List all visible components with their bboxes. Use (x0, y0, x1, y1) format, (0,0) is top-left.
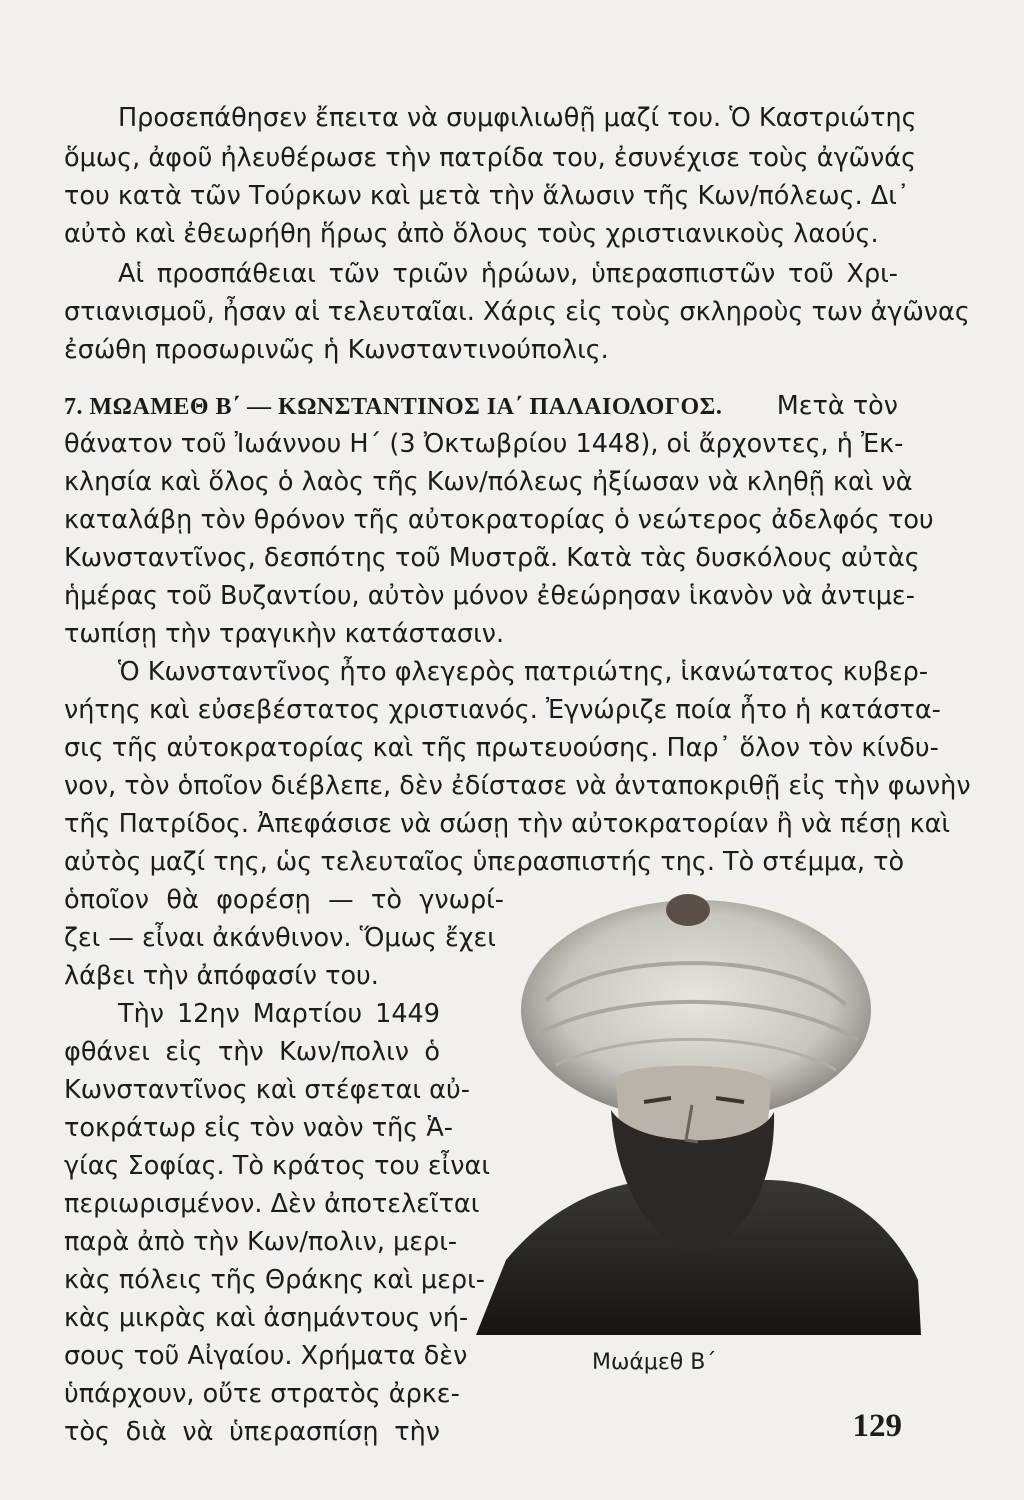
text-line: γίας Σοφίας. Τὸ κράτος του εἶναι (64, 1151, 490, 1181)
text-line: λάβει τὴν ἀπόφασίν του. (64, 961, 379, 991)
text-line: ἡμέρας τοῦ Βυζαντίου, αὐτὸν μόνον ἐθεώρησαν ἱκανὸν νὰ ἀντιμε- (64, 581, 915, 611)
text-line: κὰς μικρὰς καὶ ἀσημάντους νή- (64, 1303, 469, 1333)
figure-caption: Μωάμεθ Β΄ (592, 1350, 717, 1375)
text-line: Αἱ προσπάθειαι τῶν τριῶν ἡρώων, ὑπερασπιστῶν τοῦ Χρι- (118, 259, 898, 289)
text-line: Ὁ Κωνσταντῖνος ἦτο φλεγερὸς πατριώτης, ἱκανώτατος κυβερ- (118, 657, 929, 687)
text-line: θάνατον τοῦ Ἰωάννου Η΄ (3 Ὀκτωβρίου 1448), οἱ ἄρχοντες, ἡ Ἐκ- (64, 429, 904, 459)
text-line: περιωρισμένον. Δὲν ἀποτελεῖται (64, 1189, 480, 1219)
text-line: νήτης καὶ εὐσεβέστατος χριστιανός. Ἐγνώριζε ποία ἦτο ἡ κατάστα- (64, 695, 941, 725)
text-line: σις τῆς αὐτοκρατορίας καὶ τῆς πρωτευούσης. Παρ᾽ ὅλον τὸν κίνδυ- (64, 733, 939, 763)
text-line: σους τοῦ Αἰγαίου. Χρήματα δὲν (64, 1341, 468, 1371)
text-line: τωπίσῃ τὴν τραγικὴν κατάστασιν. (64, 619, 505, 649)
text-line: ἐσώθη προσωρινῶς ἡ Κωνσταντινούπολις. (64, 335, 609, 365)
text-line: τοκράτωρ εἰς τὸν ναὸν τῆς Ἁ- (64, 1113, 453, 1143)
text-line: φθάνει εἰς τὴν Κων/πολιν ὁ (64, 1037, 440, 1067)
text-line: Προσεπάθησεν ἔπειτα νὰ συμφιλιωθῇ μαζί του. Ὁ Καστριώτης (118, 103, 917, 133)
text-line: στιανισμοῦ, ἦσαν αἱ τελευταῖαι. Χάρις εἰς τοὺς σκληροὺς των ἀγῶνας (64, 297, 970, 327)
text-line: Μετὰ τὸν (776, 391, 898, 421)
text-line: τῆς Πατρίδος. Ἀπεφάσισε νὰ σώσῃ τὴν αὐτοκρατορίαν ἢ νὰ πέσῃ καὶ (64, 809, 951, 839)
section-heading-line (64, 388, 898, 424)
section-heading: 7. ΜΩΑΜΕΘ Β΄ — ΚΩΝΣΤΑΝΤΙΝΟΣ ΙΑ΄ ΠΑΛΑΙΟΛΟΓΟΣ. (64, 394, 723, 420)
text-line: ὁποῖον θὰ φορέσῃ — τὸ γνωρί- (64, 885, 504, 915)
cap-shape (666, 894, 710, 926)
text-line: του κατὰ τῶν Τούρκων καὶ μετὰ τὴν ἅλωσιν τῆς Κων/πόλεως. Δι᾽ (64, 181, 910, 211)
text-line: ζει — εἶναι ἀκάνθινον. Ὅμως ἔχει (64, 923, 496, 953)
text-line: Κωνσταντῖνος, δεσπότης τοῦ Μυστρᾶ. Κατὰ τὰς δυσκόλους αὐτὰς (64, 543, 920, 573)
text-line: νον, τὸν ὁποῖον διέβλεπε, δὲν ἐδίστασε νὰ ἀνταποκριθῇ εἰς τὴν φωνὴν (64, 771, 971, 801)
text-line: καταλάβῃ τὸν θρόνον τῆς αὐτοκρατορίας ὁ νεώτερος ἀδελφός του (64, 505, 934, 535)
text-line: αὐτὸς μαζί της, ὡς τελευταῖος ὑπερασπιστής της. Τὸ στέμμα, τὸ (64, 847, 905, 877)
text-line: παρὰ ἀπὸ τὴν Κων/πολιν, μερι- (64, 1227, 458, 1257)
text-line: ὅμως, ἀφοῦ ἠλευθέρωσε τὴν πατρίδα του, ἐσυνέχισε τοὺς ἀγῶνάς (64, 143, 917, 173)
page-number: 129 (852, 1408, 902, 1444)
text-line: τὸς διὰ νὰ ὑπερασπίσῃ τὴν (64, 1417, 440, 1447)
text-line: ὑπάρχουν, οὔτε στρατὸς ἀρκε- (64, 1379, 460, 1409)
text-line: Τὴν 12ην Μαρτίου 1449 (118, 999, 440, 1029)
text-line: αὐτὸ καὶ ἐθεωρήθη ἥρως ἀπὸ ὅλους τοὺς χριστιανικοὺς λαούς. (64, 219, 879, 249)
text-line: Κωνσταντῖνος καὶ στέφεται αὐ- (64, 1075, 470, 1105)
text-line: κλησία καὶ ὅλος ὁ λαὸς τῆς Κων/πόλεως ἠξίωσαν νὰ κληθῇ καὶ νὰ (64, 467, 913, 497)
text-line: κὰς πόλεις τῆς Θράκης καὶ μερι- (64, 1265, 485, 1295)
portrait-illustration (466, 880, 926, 1335)
